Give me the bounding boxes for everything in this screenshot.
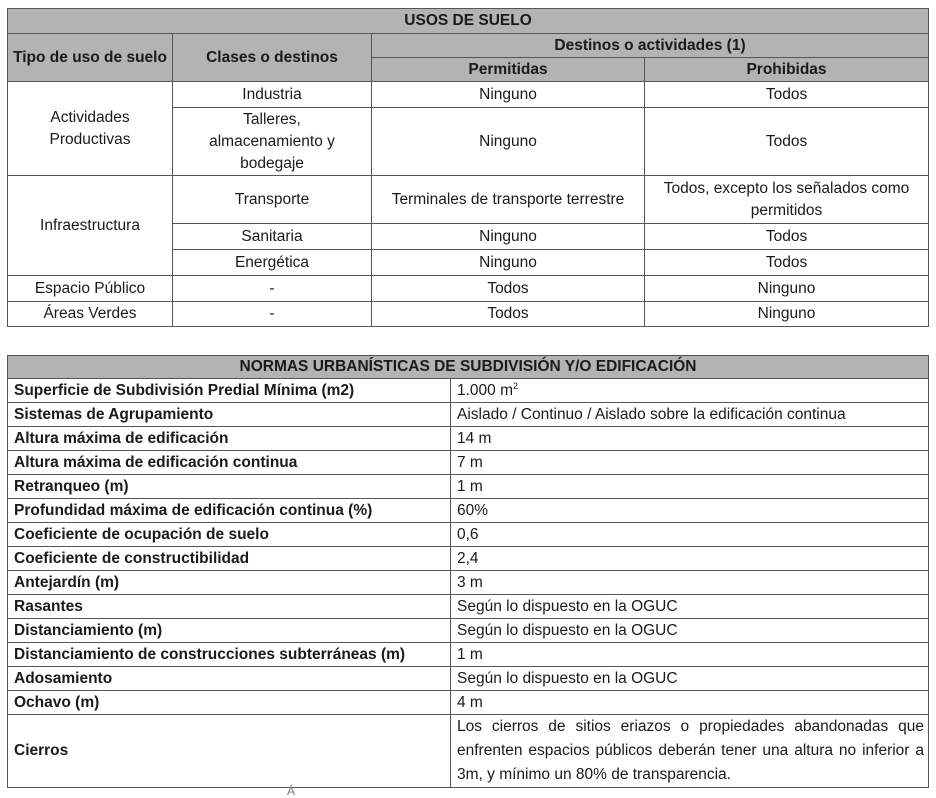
normas-urbanisticas-table: [7, 355, 929, 788]
clase-cell: Talleres, almacenamiento y bodegaje: [173, 108, 372, 176]
tipo-cell: Infraestructura: [8, 176, 173, 276]
prohibidas-cell: Ninguno: [645, 302, 929, 327]
norma-label: Profundidad máxima de edificación continua (%): [8, 499, 451, 523]
norma-value: 1 m: [451, 643, 929, 667]
table-row: [8, 667, 929, 691]
norma-value: 2,4: [451, 547, 929, 571]
tipo-cell: Actividades Productivas: [8, 82, 173, 176]
norma-value: 3 m: [451, 571, 929, 595]
norma-label: Coeficiente de ocupación de suelo: [8, 523, 451, 547]
norma-label: Adosamiento: [8, 667, 451, 691]
norma-value: 1 m: [451, 475, 929, 499]
table-row: [8, 619, 929, 643]
table-row: [8, 403, 929, 427]
table-row: [8, 82, 929, 108]
norma-value: Aislado / Continuo / Aislado sobre la edificación continua: [451, 403, 929, 427]
clase-cell: Energética: [173, 250, 372, 276]
tipo-cell: Áreas Verdes: [8, 302, 173, 327]
permitidas-cell: Todos: [372, 302, 645, 327]
prohibidas-cell: Ninguno: [645, 276, 929, 302]
table-row: [8, 523, 929, 547]
norma-label: Distanciamiento de construcciones subterráneas (m): [8, 643, 451, 667]
header-prohibidas: Prohibidas: [645, 58, 929, 82]
norma-label: Coeficiente de constructibilidad: [8, 547, 451, 571]
page-footer-fragment: Á: [287, 784, 296, 798]
table-row: [8, 427, 929, 451]
header-tipo-uso: Tipo de uso de suelo: [8, 34, 173, 82]
norma-value: Según lo dispuesto en la OGUC: [451, 595, 929, 619]
table-row: [8, 302, 929, 327]
normas-table-title: NORMAS URBANÍSTICAS DE SUBDIVISIÓN Y/O EDIFICACIÓN: [8, 356, 929, 379]
norma-label: Altura máxima de edificación: [8, 427, 451, 451]
table-row: [8, 379, 929, 403]
norma-value: Según lo dispuesto en la OGUC: [451, 667, 929, 691]
norma-label: Distanciamiento (m): [8, 619, 451, 643]
norma-value: [451, 379, 929, 403]
prohibidas-cell: Todos: [645, 82, 929, 108]
norma-value-text: 1.000 m: [457, 381, 514, 399]
superscript-unit: 2: [513, 380, 519, 391]
norma-label: Cierros: [8, 715, 451, 788]
table-row: [8, 643, 929, 667]
norma-value: 7 m: [451, 451, 929, 475]
norma-value: Los cierros de sitios eriazos o propiedades abandonadas que enfrenten espacios públicos deberán tener una altura no inferior a 3m, y mínimo un 80% de transparencia.: [451, 715, 929, 788]
table-row: [8, 451, 929, 475]
permitidas-cell: Ninguno: [372, 250, 645, 276]
norma-value: 60%: [451, 499, 929, 523]
norma-value: Según lo dispuesto en la OGUC: [451, 619, 929, 643]
header-clases-destinos: Clases o destinos: [173, 34, 372, 82]
table-row: [8, 595, 929, 619]
prohibidas-cell: Todos: [645, 250, 929, 276]
norma-label: Altura máxima de edificación continua: [8, 451, 451, 475]
table-row: [8, 691, 929, 715]
clase-cell: -: [173, 302, 372, 327]
header-destinos-actividades: Destinos o actividades (1): [372, 34, 929, 58]
clase-cell: Sanitaria: [173, 224, 372, 250]
table-row: [8, 176, 929, 224]
table-row: [8, 571, 929, 595]
table-row: [8, 499, 929, 523]
usos-table-title: USOS DE SUELO: [8, 9, 929, 34]
clase-cell: Industria: [173, 82, 372, 108]
prohibidas-cell: Todos: [645, 108, 929, 176]
norma-label: Ochavo (m): [8, 691, 451, 715]
prohibidas-cell: Todos: [645, 224, 929, 250]
table-row: [8, 475, 929, 499]
norma-label: Sistemas de Agrupamiento: [8, 403, 451, 427]
permitidas-cell: Ninguno: [372, 224, 645, 250]
clase-cell: -: [173, 276, 372, 302]
norma-label: Antejardín (m): [8, 571, 451, 595]
norma-label: Retranqueo (m): [8, 475, 451, 499]
table-row: [8, 715, 929, 788]
permitidas-cell: Todos: [372, 276, 645, 302]
norma-value: 14 m: [451, 427, 929, 451]
usos-de-suelo-table: [7, 8, 929, 327]
tipo-cell: Espacio Público: [8, 276, 173, 302]
norma-label: Rasantes: [8, 595, 451, 619]
prohibidas-cell: Todos, excepto los señalados como permitidos: [645, 176, 929, 224]
norma-value: 4 m: [451, 691, 929, 715]
norma-label: Superficie de Subdivisión Predial Mínima (m2): [8, 379, 451, 403]
clase-cell: Transporte: [173, 176, 372, 224]
permitidas-cell: Ninguno: [372, 82, 645, 108]
permitidas-cell: Ninguno: [372, 108, 645, 176]
permitidas-cell: Terminales de transporte terrestre: [372, 176, 645, 224]
norma-value: 0,6: [451, 523, 929, 547]
header-permitidas: Permitidas: [372, 58, 645, 82]
table-row: [8, 547, 929, 571]
table-row: [8, 276, 929, 302]
